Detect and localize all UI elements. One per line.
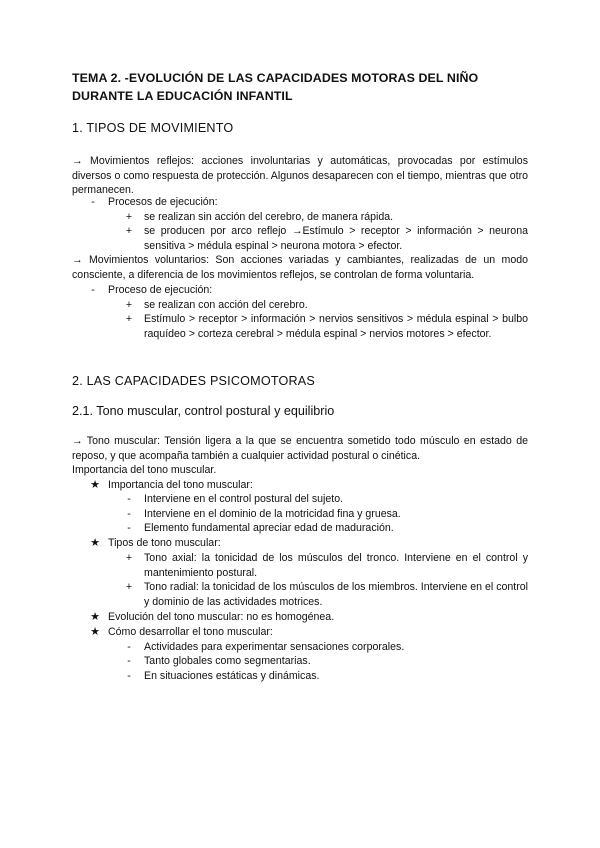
- desarrollar-sub-1: Actividades para experimentar sensaciones corporales.: [144, 641, 405, 653]
- document-title: TEMA 2. -EVOLUCIÓN DE LAS CAPACIDADES MOTORAS DEL NIÑO DURANTE LA EDUCACIÓN INFANTIL: [72, 71, 479, 103]
- dash-marker: -: [127, 493, 131, 505]
- reflex-bullet-1: se realizan sin acción del cerebro, de manera rápida.: [144, 211, 394, 223]
- section-heading-tipos-movimiento: 1. TIPOS DE MOVIMIENTO: [72, 121, 234, 135]
- desarrollar-sub-2: Tanto globales como segmentarias.: [144, 655, 311, 667]
- importancia-sub-3: Elemento fundamental apreciar edad de maduración.: [144, 522, 394, 534]
- dash-marker: -: [127, 522, 131, 534]
- reflex-process-label: Procesos de ejecución:: [108, 196, 218, 208]
- voluntary-bullet-1: se realizan con acción del cerebro.: [144, 299, 308, 311]
- reflex-movements-paragraph: → Movimientos reflejos: acciones involuntarias y automáticas, provocadas por estímulos diversos o como respuesta de protección. Algunos desaparecen con el tiempo, mientras que otro permanecen.: [72, 155, 528, 197]
- voluntary-bullet-2: Estímulo > receptor > información > nervios sensitivos > médula espinal > bulbo raquídeo > corteza cerebral > médula espinal > nervios motores > efector.: [144, 313, 528, 340]
- voluntary-movements-paragraph: → Movimientos voluntarios: Son acciones variadas y cambiantes, realizadas de un modo consciente, a diferencia de los movimientos reflejos, se controlan de forma voluntaria.: [72, 254, 528, 281]
- star-item-desarrollar: Cómo desarrollar el tono muscular:: [108, 626, 273, 638]
- tono-muscular-paragraph: → Tono muscular: Tensión ligera a la que se encuentra sometido todo músculo en estado de reposo, y que acompaña también a cualquier actividad postural o cinética.: [72, 435, 528, 462]
- voluntary-process-label: Proceso de ejecución:: [108, 284, 213, 296]
- star-bullet-icon: ★: [90, 479, 100, 491]
- star-item-importancia: Importancia del tono muscular:: [108, 479, 253, 491]
- plus-marker: +: [125, 211, 133, 223]
- plus-marker: +: [125, 225, 133, 237]
- star-item-tipos: Tipos de tono muscular:: [108, 537, 221, 549]
- importancia-line: Importancia del tono muscular.: [72, 464, 217, 476]
- plus-marker: +: [125, 581, 133, 593]
- reflex-bullet-2: se producen por arco reflejo →Estímulo > receptor > información > neurona sensitiva > médula espinal > neurona motora > efector.: [144, 225, 528, 252]
- section-heading-capacidades: 2. LAS CAPACIDADES PSICOMOTORAS: [72, 374, 315, 388]
- star-bullet-icon: ★: [90, 626, 100, 638]
- plus-marker: +: [125, 313, 133, 325]
- dash-marker: -: [127, 508, 131, 520]
- star-bullet-icon: ★: [90, 537, 100, 549]
- dash-marker: -: [127, 670, 131, 682]
- importancia-sub-2: Interviene en el dominio de la motricidad fina y gruesa.: [144, 508, 401, 520]
- plus-marker: +: [125, 552, 133, 564]
- subsection-heading-tono: 2.1. Tono muscular, control postural y equilibrio: [72, 404, 335, 418]
- plus-marker: +: [125, 299, 133, 311]
- tono-radial-item: Tono radial: la tonicidad de los músculos de los miembros. Interviene en el control y dominio de las actividades motrices.: [144, 581, 528, 608]
- importancia-sub-1: Interviene en el control postural del sujeto.: [144, 493, 344, 505]
- dash-marker: -: [127, 655, 131, 667]
- dash-marker: -: [91, 284, 95, 296]
- dash-marker: -: [91, 196, 95, 208]
- star-bullet-icon: ★: [90, 611, 100, 623]
- dash-marker: -: [127, 641, 131, 653]
- star-item-evolucion: Evolución del tono muscular: no es homogénea.: [108, 611, 335, 623]
- tono-axial-item: Tono axial: la tonicidad de los músculos del tronco. Interviene en el control y mantenimiento postural.: [144, 552, 528, 579]
- desarrollar-sub-3: En situaciones estáticas y dinámicas.: [144, 670, 320, 682]
